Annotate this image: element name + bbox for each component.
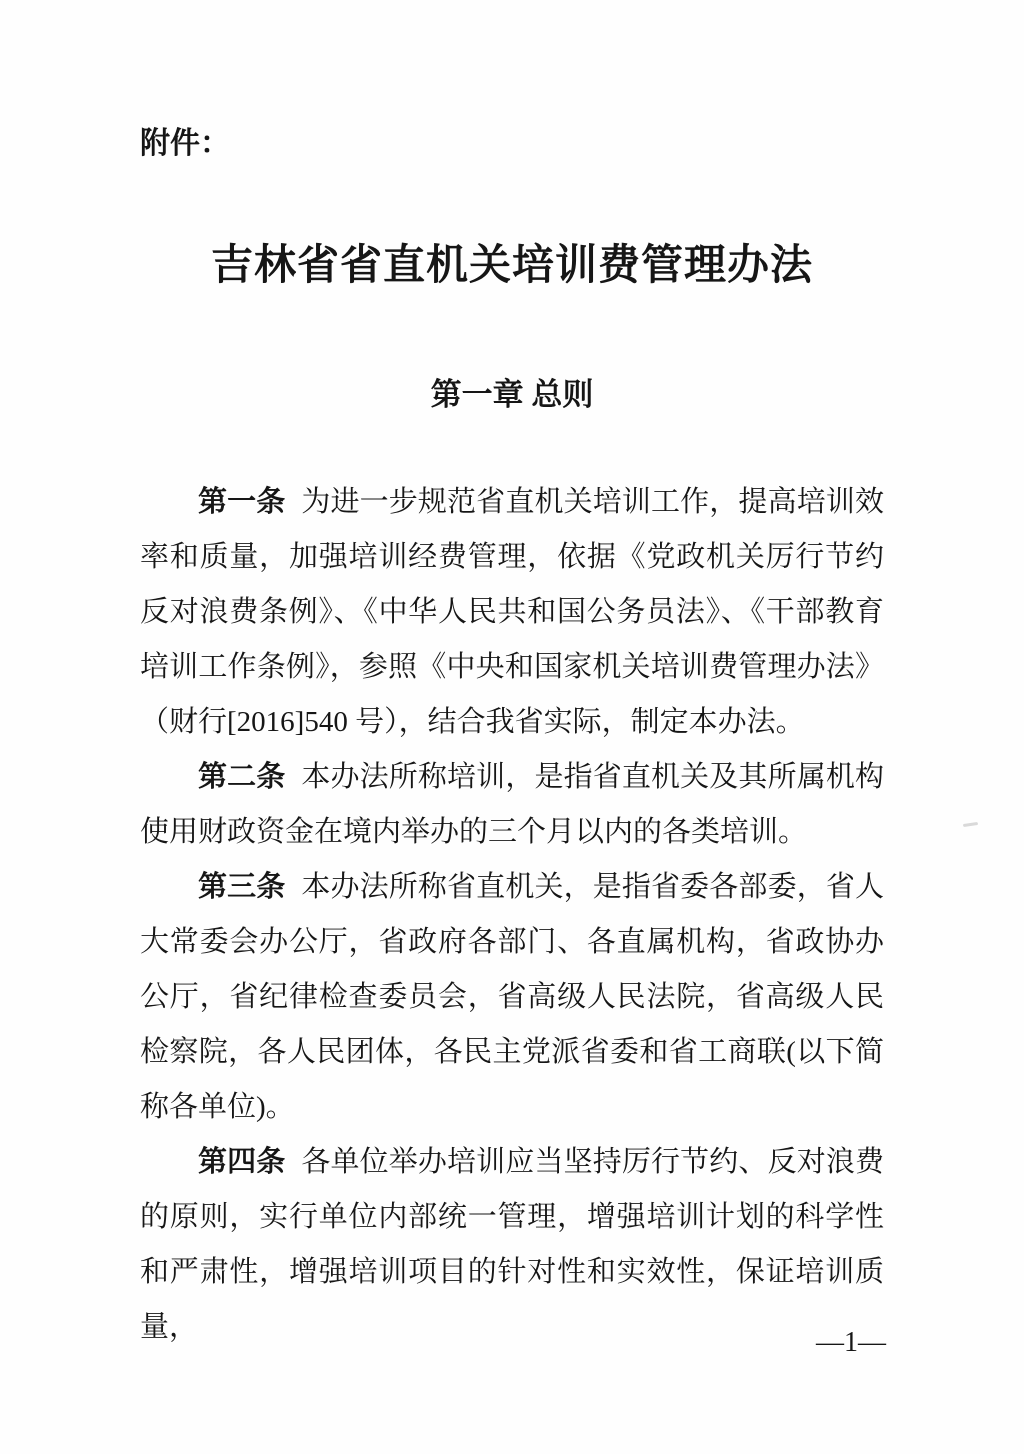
article-1-lead: 第一条 [198, 486, 286, 518]
article-3-lead: 第三条 [198, 871, 286, 903]
scan-artifact [963, 822, 978, 827]
document-body [140, 475, 884, 1355]
article-1-text: 为进一步规范省直机关培训工作，提高培训效率和质量，加强培训经费管理，依据《党政机关厉行节约反对浪费条例》、《中华人民共和国公务员法》、《干部教育培训工作条例》，参照《中央和国家机关培训费管理办法》（财行[2016]540 号），结合我省实际，制定本办法。 [140, 486, 884, 738]
article-3-text: 本办法所称省直机关，是指省委各部委，省人大常委会办公厅，省政府各部门、各直属机构，省政协办公厅，省纪律检查委员会，省高级人民法院，省高级人民检察院，各人民团体，各民主党派省委和省工商联(以下简称各单位)。 [140, 871, 884, 1123]
attachment-label: 附件： [140, 127, 230, 160]
article-paragraph-4 [140, 1135, 884, 1355]
article-2-lead: 第二条 [198, 761, 286, 793]
article-paragraph-2 [140, 750, 884, 860]
article-2-text: 本办法所称培训，是指省直机关及其所属机构使用财政资金在境内举办的三个月以内的各类培训。 [140, 761, 884, 848]
article-4-lead: 第四条 [198, 1146, 286, 1178]
page-number: —1— [816, 1327, 886, 1358]
chapter-heading: 第一章 总则 [430, 377, 594, 412]
article-paragraph-1 [140, 475, 884, 750]
article-paragraph-3 [140, 860, 884, 1135]
article-4-text: 各单位举办培训应当坚持厉行节约、反对浪费的原则，实行单位内部统一管理，增强培训计划的科学性和严肃性，增强培训项目的针对性和实效性，保证培训质量， [140, 1146, 884, 1343]
document-title: 吉林省省直机关培训费管理办法 [210, 243, 813, 289]
